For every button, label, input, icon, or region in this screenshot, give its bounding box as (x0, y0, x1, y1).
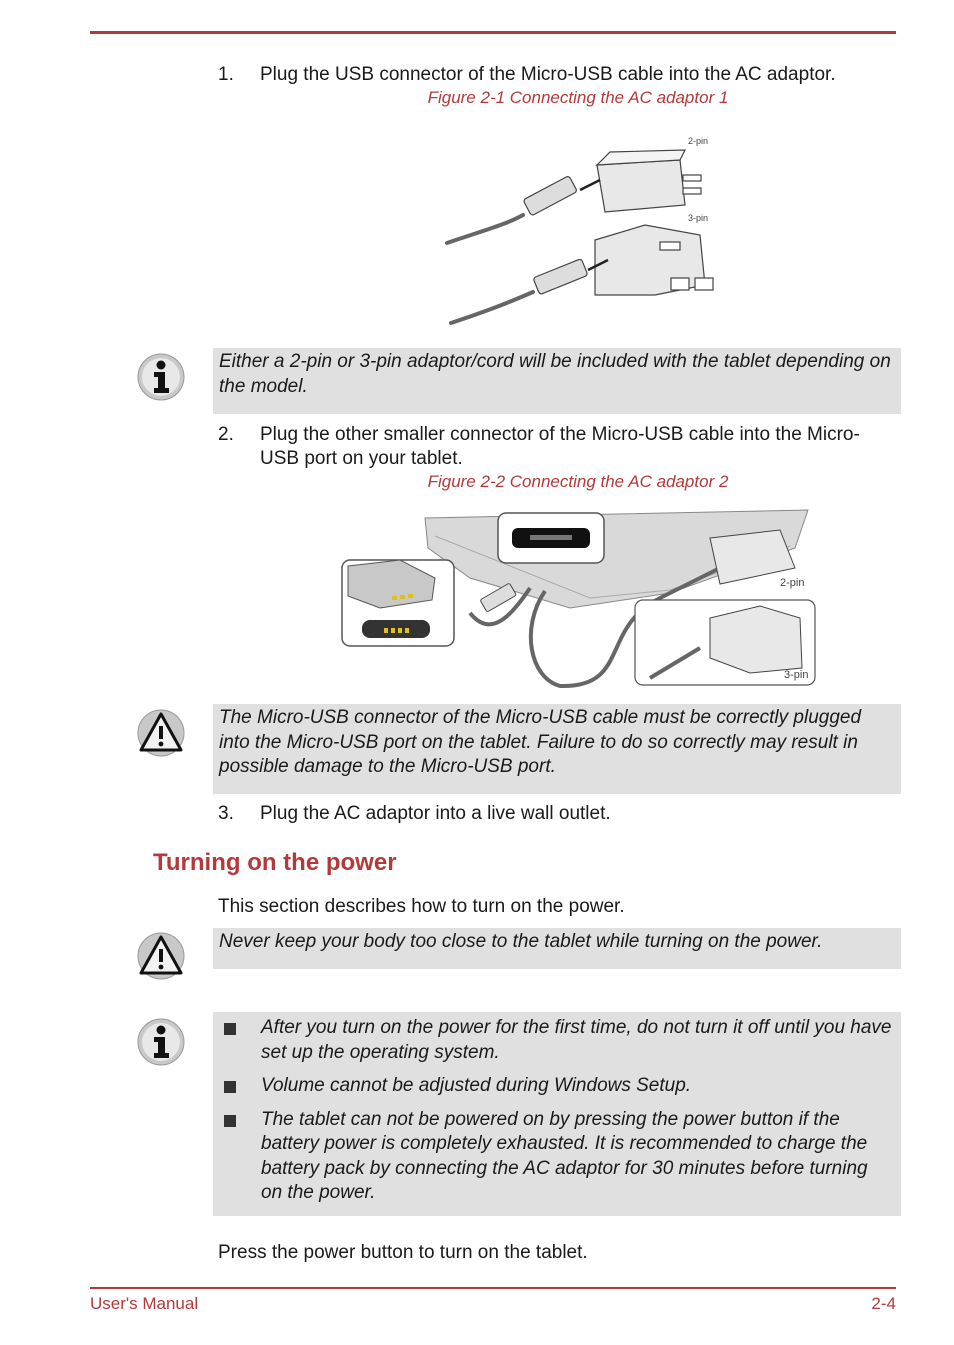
footer-title: User's Manual (90, 1294, 199, 1313)
bullet-square-icon (224, 1081, 236, 1093)
info-icon (136, 1017, 186, 1067)
bullet-list (219, 1016, 893, 1206)
note-body-caution: Never keep your body too close to the tablet while turning on the power. (213, 928, 901, 969)
label-3pin: 3-pin (784, 669, 809, 681)
step-number: 2. (218, 424, 234, 445)
step-2 (218, 423, 878, 471)
warning-icon (136, 931, 186, 981)
note-adaptor-info: Either a 2-pin or 3-pin adaptor/cord will be included with the tablet depending on the model. (213, 348, 901, 414)
header-rule (90, 31, 896, 34)
page-number: 2-4 (871, 1294, 896, 1313)
label-2pin: 2-pin (688, 136, 709, 146)
figure-caption: Figure 2-1 Connecting the AC adaptor 1 (427, 88, 729, 107)
closing-paragraph: Press the power button to turn on the tablet. (218, 1242, 588, 1263)
section-heading: Turning on the power (153, 849, 397, 876)
label-3pin: 3-pin (688, 213, 709, 223)
warning-icon (136, 708, 186, 758)
step-text: Plug the AC adaptor into a live wall outlet. (260, 803, 611, 824)
note-power-list (213, 1012, 901, 1216)
list-item: After you turn on the power for the first time, do not turn it off until you have set up the operating system. (219, 1016, 893, 1065)
step-text: Plug the USB connector of the Micro-USB cable into the AC adaptor. (260, 64, 836, 85)
info-icon (136, 352, 186, 402)
figure-ac-adaptor-1 (445, 130, 720, 330)
step-text: Plug the other smaller connector of the Micro-USB cable into the Micro-USB port on your tablet. (260, 424, 860, 469)
bullet-square-icon (224, 1023, 236, 1035)
footer-rule (90, 1287, 896, 1289)
list-item: The tablet can not be powered on by pressing the power button if the battery power is completely exhausted. It is recommended to charge the battery pack by connecting the AC adaptor for 30 minutes before turning on the power. (219, 1108, 893, 1206)
section-intro: This section describes how to turn on the power. (218, 896, 625, 917)
step-1 (218, 63, 878, 87)
label-2pin: 2-pin (780, 577, 805, 589)
step-3 (218, 802, 878, 826)
bullet-square-icon (224, 1115, 236, 1127)
figure-caption: Figure 2-2 Connecting the AC adaptor 2 (427, 472, 729, 491)
list-item: Volume cannot be adjusted during Windows Setup. (219, 1074, 893, 1099)
step-number: 1. (218, 64, 234, 85)
figure-ac-adaptor-2 (340, 508, 818, 690)
note-usb-caution: The Micro-USB connector of the Micro-USB cable must be correctly plugged into the Micro-USB port on the tablet. Failure to do so correctly may result in possible damage to the Micro-USB port. (213, 704, 901, 794)
step-number: 3. (218, 803, 234, 824)
